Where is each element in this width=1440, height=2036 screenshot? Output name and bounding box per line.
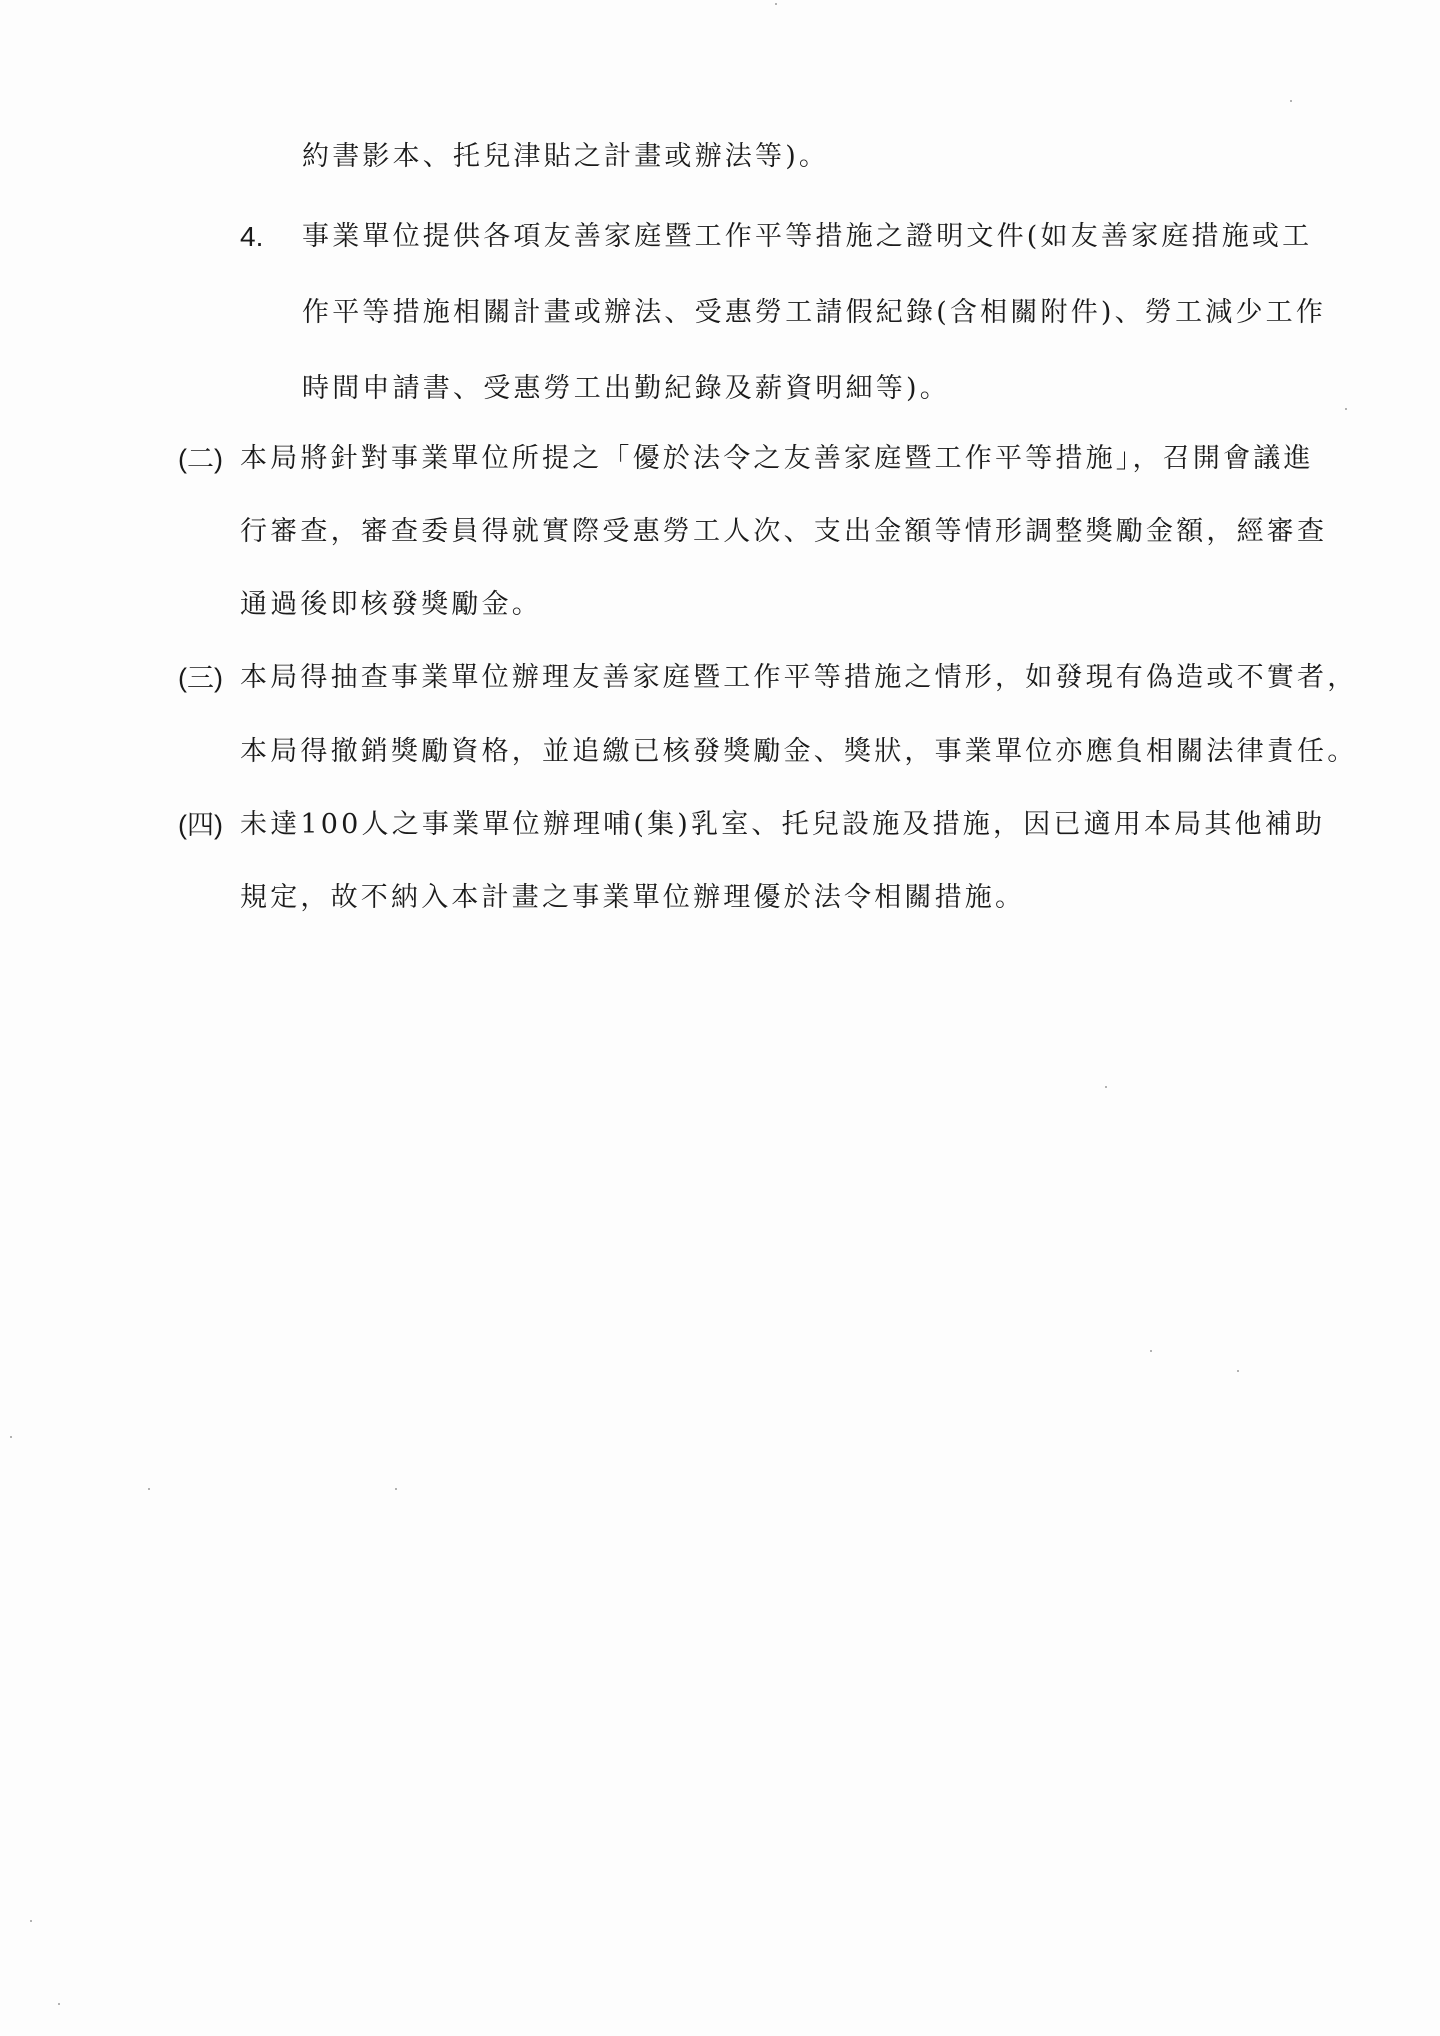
scan-speck bbox=[1290, 100, 1292, 102]
continuation-line-1: 約書影本、托兒津貼之計畫或辦法等)。 bbox=[302, 141, 830, 172]
section-4-line-1: 未達100人之事業單位辦理哺(集)乳室、托兒設施及措施，因已適用本局其他補助 bbox=[240, 809, 1326, 840]
item-4-line-1: 事業單位提供各項友善家庭暨工作平等措施之證明文件(如友善家庭措施或工 bbox=[302, 221, 1313, 252]
section-2-marker: (二) bbox=[178, 444, 223, 474]
item-4-marker: 4. bbox=[240, 221, 264, 252]
item-4-line-2: 作平等措施相關計畫或辦法、受惠勞工請假紀錄(含相關附件)、勞工減少工作 bbox=[302, 297, 1327, 328]
section-4-line-2: 規定，故不納入本計畫之事業單位辦理優於法令相關措施。 bbox=[240, 882, 1026, 913]
section-3-line-2: 本局得撤銷獎勵資格，並追繳已核發獎勵金、獎狀，事業單位亦應負相關法律責任。 bbox=[240, 736, 1358, 767]
scan-speck bbox=[148, 1488, 150, 1490]
section-3-marker: (三) bbox=[178, 663, 223, 693]
scan-speck bbox=[1105, 1086, 1107, 1088]
scan-speck bbox=[395, 1488, 397, 1490]
section-2-line-3: 通過後即核發獎勵金。 bbox=[240, 589, 542, 620]
section-2-line-2: 行審查，審查委員得就實際受惠勞工人次、支出金額等情形調整獎勵金額，經審查 bbox=[240, 516, 1328, 547]
item-4-line-3: 時間申請書、受惠勞工出勤紀錄及薪資明細等)。 bbox=[302, 373, 950, 404]
scan-speck bbox=[775, 3, 777, 5]
section-2-line-1: 本局將針對事業單位所提之「優於法令之友善家庭暨工作平等措施」，召開會議進 bbox=[240, 443, 1314, 474]
section-3-line-1: 本局得抽查事業單位辦理友善家庭暨工作平等措施之情形，如發現有偽造或不實者， bbox=[240, 662, 1358, 693]
scan-speck bbox=[10, 1436, 12, 1438]
scan-speck bbox=[1345, 408, 1347, 410]
scan-speck bbox=[30, 1920, 32, 1922]
scan-speck bbox=[1150, 1350, 1152, 1352]
scan-speck bbox=[1237, 1370, 1239, 1372]
section-4-marker: (四) bbox=[178, 810, 223, 840]
scan-speck bbox=[58, 2003, 60, 2005]
